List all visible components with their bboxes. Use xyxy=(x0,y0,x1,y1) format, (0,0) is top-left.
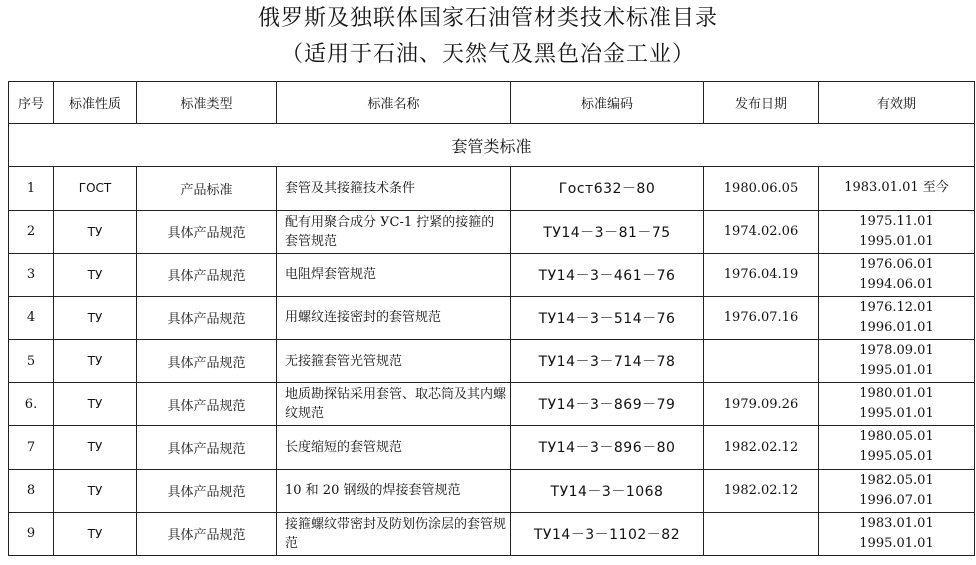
valid-to: 1995.01.01 xyxy=(859,406,934,422)
cell-name: 长度缩短的套管规范 xyxy=(277,426,511,469)
section-row xyxy=(9,124,975,167)
cell-type: 具体产品规范 xyxy=(137,469,277,512)
table-header-row xyxy=(9,82,975,124)
cell-date xyxy=(704,340,819,383)
table-row xyxy=(9,512,975,555)
valid-from: 1983.01.01 至今 xyxy=(844,180,949,196)
table-row xyxy=(9,426,975,469)
cell-nature: ГОСТ xyxy=(54,167,137,210)
table-row xyxy=(9,296,975,339)
cell-type: 具体产品规范 xyxy=(137,383,277,426)
cell-name: 10 和 20 钢级的焊接套管规范 xyxy=(277,469,511,512)
valid-from: 1976.12.01 xyxy=(859,299,934,315)
cell-date xyxy=(704,512,819,555)
cell-name: 无接箍套管光管规范 xyxy=(277,340,511,383)
valid-to: 1995.01.01 xyxy=(859,535,934,551)
cell-type: 具体产品规范 xyxy=(137,253,277,296)
header-nature: 标准性质 xyxy=(54,82,137,124)
cell-nature: ТУ xyxy=(54,296,137,339)
cell-code: ТУ14－3－461－76 xyxy=(511,253,704,296)
table-row xyxy=(9,167,975,210)
cell-no: 9 xyxy=(9,512,54,555)
cell-no: 3 xyxy=(9,253,54,296)
cell-date: 1976.07.16 xyxy=(704,296,819,339)
cell-type: 产品标准 xyxy=(137,167,277,210)
cell-nature: ТУ xyxy=(54,512,137,555)
header-valid: 有效期 xyxy=(819,82,975,124)
cell-name: 地质勘探钻采用套管、取芯筒及其内螺纹规范 xyxy=(277,383,511,426)
cell-code: ТУ14－3－514－76 xyxy=(511,296,704,339)
valid-from: 1978.09.01 xyxy=(859,343,934,359)
cell-date: 1982.02.12 xyxy=(704,426,819,469)
cell-name: 电阻焊套管规范 xyxy=(277,253,511,296)
cell-valid xyxy=(819,469,975,512)
valid-to: 1996.07.01 xyxy=(859,492,934,508)
table-row xyxy=(9,469,975,512)
cell-no: 5 xyxy=(9,340,54,383)
valid-from: 1980.05.01 xyxy=(859,429,934,445)
cell-date: 1980.06.05 xyxy=(704,167,819,210)
cell-type: 具体产品规范 xyxy=(137,426,277,469)
header-no: 序号 xyxy=(9,82,54,124)
cell-nature: ТУ xyxy=(54,253,137,296)
cell-nature: ТУ xyxy=(54,340,137,383)
cell-type: 具体产品规范 xyxy=(137,340,277,383)
valid-to: 1995.01.01 xyxy=(859,233,934,249)
cell-type: 具体产品规范 xyxy=(137,210,277,253)
cell-date: 1979.09.26 xyxy=(704,383,819,426)
cell-type: 具体产品规范 xyxy=(137,512,277,555)
document-title: 俄罗斯及独联体国家石油管材类技术标准目录 xyxy=(257,6,718,31)
cell-code: ТУ14－3－81－75 xyxy=(511,210,704,253)
cell-code: ТУ14－3－1102－82 xyxy=(511,512,704,555)
cell-type: 具体产品规范 xyxy=(137,296,277,339)
section-title: 套管类标准 xyxy=(9,124,975,167)
valid-to: 1996.01.01 xyxy=(859,319,934,335)
cell-valid xyxy=(819,253,975,296)
cell-valid xyxy=(819,340,975,383)
cell-code: ТУ14－3－896－80 xyxy=(511,426,704,469)
header-date: 发布日期 xyxy=(704,82,819,124)
valid-from: 1982.05.01 xyxy=(859,472,934,488)
valid-to: 1995.01.01 xyxy=(859,363,934,379)
table-row xyxy=(9,253,975,296)
table-row xyxy=(9,383,975,426)
valid-from: 1980.01.01 xyxy=(859,386,934,402)
valid-from: 1976.06.01 xyxy=(859,256,934,272)
valid-to: 1995.05.01 xyxy=(859,449,934,465)
cell-nature: ТУ xyxy=(54,469,137,512)
cell-nature: ТУ xyxy=(54,210,137,253)
header-code: 标准编码 xyxy=(511,82,704,124)
cell-valid xyxy=(819,210,975,253)
cell-no: 6. xyxy=(9,383,54,426)
cell-name: 套管及其接箍技术条件 xyxy=(277,167,511,210)
standards-table xyxy=(8,81,975,556)
cell-date: 1974.02.06 xyxy=(704,210,819,253)
cell-valid xyxy=(819,167,975,210)
cell-name: 用螺纹连接密封的套管规范 xyxy=(277,296,511,339)
cell-nature: ТУ xyxy=(54,426,137,469)
header-type: 标准类型 xyxy=(137,82,277,124)
cell-name: 接箍螺纹带密封及防划伤涂层的套管规范 xyxy=(277,512,511,555)
cell-code: ТУ14－3－1068 xyxy=(511,469,704,512)
cell-no: 4 xyxy=(9,296,54,339)
cell-code: Гост632－80 xyxy=(511,167,704,210)
cell-valid xyxy=(819,296,975,339)
cell-valid xyxy=(819,426,975,469)
header-name: 标准名称 xyxy=(277,82,511,124)
cell-date: 1976.04.19 xyxy=(704,253,819,296)
cell-code: ТУ14－3－714－78 xyxy=(511,340,704,383)
valid-from: 1983.01.01 xyxy=(859,515,934,531)
valid-to: 1994.06.01 xyxy=(859,276,934,292)
cell-date: 1982.02.12 xyxy=(704,469,819,512)
document-subtitle: （适用于石油、天然气及黑色冶金工业） xyxy=(280,42,695,67)
cell-no: 7 xyxy=(9,426,54,469)
valid-from: 1975.11.01 xyxy=(859,213,934,229)
table-row xyxy=(9,340,975,383)
cell-valid xyxy=(819,512,975,555)
cell-name: 配有用聚合成分 УС-1 拧紧的接箍的套管规范 xyxy=(277,210,511,253)
cell-no: 2 xyxy=(9,210,54,253)
cell-valid xyxy=(819,383,975,426)
cell-code: ТУ14－3－869－79 xyxy=(511,383,704,426)
cell-nature: ТУ xyxy=(54,383,137,426)
cell-no: 8 xyxy=(9,469,54,512)
cell-no: 1 xyxy=(9,167,54,210)
table-row xyxy=(9,210,975,253)
